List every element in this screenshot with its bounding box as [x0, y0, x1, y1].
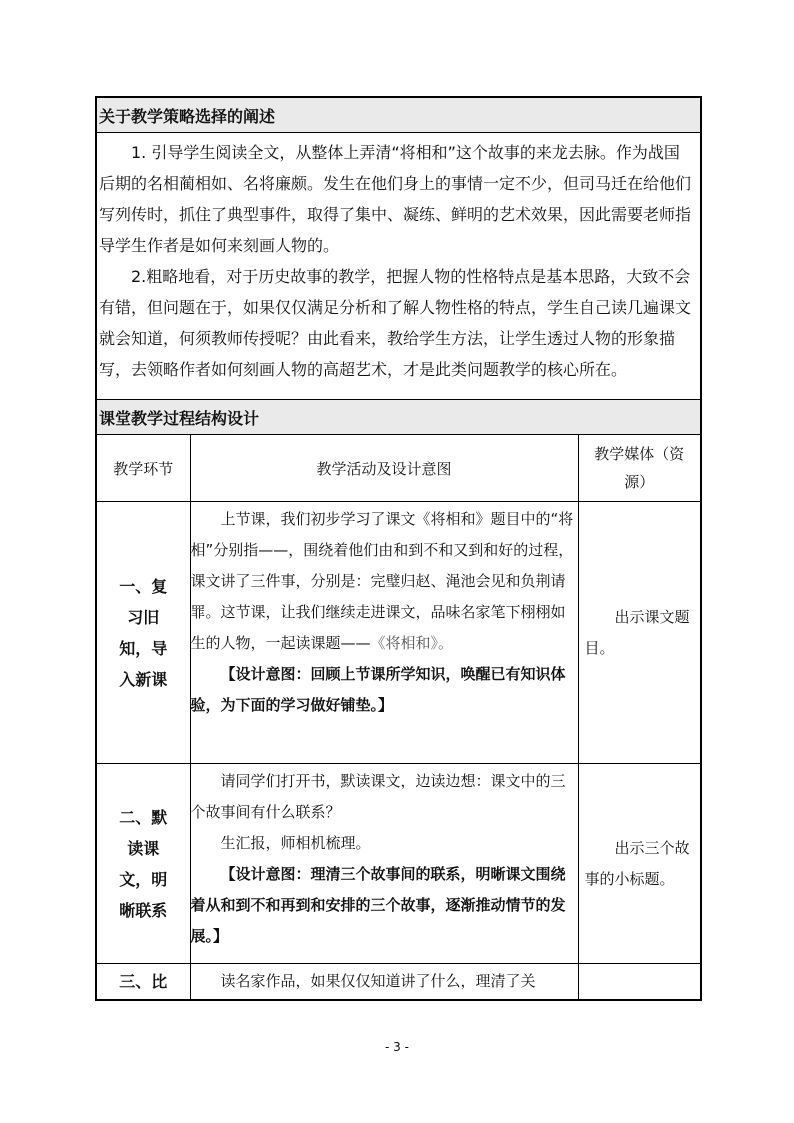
design-intent-label: 【设计意图： — [220, 865, 311, 883]
design-intent-text: 回顾上节课所学知识，唤醒已有知识体验，为下面的学习做好铺垫。】 — [190, 665, 566, 714]
table-row — [96, 764, 701, 964]
design-intent — [191, 659, 574, 721]
strategy-body — [96, 133, 701, 400]
table-row — [96, 502, 701, 764]
stage-cell: 三、比 — [96, 964, 190, 1001]
design-intent-text: 理清三个故事间的联系，明晰课文围绕着从和到不和再到和安排的三个故事，逐渐推动情节的发展。】 — [190, 865, 566, 945]
process-header-row — [96, 400, 701, 435]
media-cell: 出示三个故事的小标题。 — [578, 764, 701, 964]
design-intent — [191, 859, 574, 952]
strategy-body-row — [96, 133, 701, 400]
strategy-paragraph-1: 1. 引导学生阅读全文，从整体上弄清“将相和”这个故事的来龙去脉。作为战国后期的名相蔺相如、名将廉颇。发生在他们身上的事情一定不少，但司马迁在给他们写列传时，抓住了典型事件，取得了集中、凝练、鲜明的艺术效果，因此需要老师指导学生作者是如何来刻画人物的。 — [99, 143, 692, 255]
page-number: - 3 - — [385, 1040, 409, 1054]
design-intent-label: 【设计意图： — [220, 665, 311, 683]
activity-text: 上节课，我们初步学习了课文《将相和》题目中的“将相”分别指——，围绕着他们由和到不和又到和好的过程，课文讲了三件事，分别是：完璧归赵、渑池会见和负荆请罪。这节课，让我们继续走进课文，品味名家笔下栩栩如生的人物，一起读课题——《将相和》。 — [190, 510, 574, 652]
strategy-paragraph-2: 2.粗略地看，对于历史故事的教学，把握人物的性格特点是基本思路，大致不会有错，但问题在于，如果仅仅满足分析和了解人物性格的特点，学生自己读几遍课文就会知道，何须教师传授呢？由此看来，教给学生方法，让学生透过人物的形象描写，去领略作者如何刻画人物的高超艺术，才是此类问题教学的核心所在。 — [99, 267, 692, 379]
media-cell: 出示课文题目。 — [578, 502, 701, 764]
stage-cell: 二、默读课文，明晰联系 — [96, 764, 190, 964]
activity-cell — [190, 964, 578, 1001]
strategy-header-row — [96, 97, 701, 133]
process-header: 课堂教学过程结构设计 — [96, 400, 701, 435]
column-header-activity: 教学活动及设计意图 — [190, 435, 578, 502]
strategy-header: 关于教学策略选择的阐述 — [96, 97, 701, 133]
stage-cell: 一、复习旧知，导入新课 — [96, 502, 190, 764]
activity-text: 请同学们打开书，默读课文，边读边想：课文中的三个故事间有什么联系？ — [190, 772, 566, 821]
activity-text-2: 生汇报，师相机梳理。 — [220, 834, 371, 852]
lesson-title-ref: 《将相和》。 — [370, 634, 454, 652]
column-header-row — [96, 435, 701, 502]
lesson-plan-table — [95, 96, 702, 1001]
activity-text: 读名家作品，如果仅仅知道讲了什么，理清了关 — [220, 972, 536, 990]
column-header-media: 教学媒体（资源） — [578, 435, 701, 502]
activity-cell — [190, 502, 578, 764]
activity-cell — [190, 764, 578, 964]
column-header-stage: 教学环节 — [96, 435, 190, 502]
media-cell — [578, 964, 701, 1001]
table-row — [96, 964, 701, 1001]
